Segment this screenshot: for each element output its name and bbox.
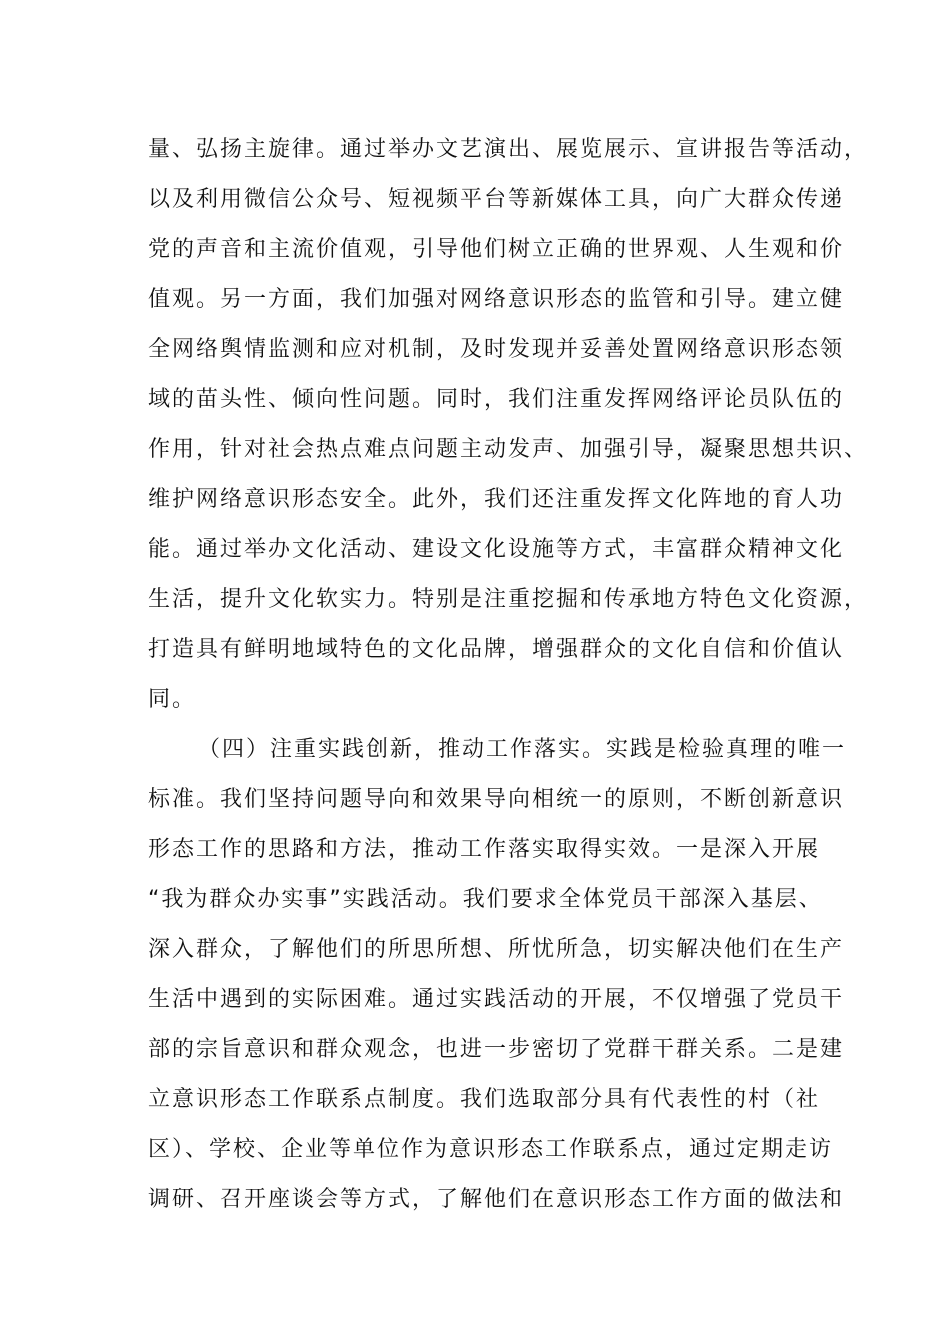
text-line: 全网络舆情监测和应对机制，及时发现并妥善处置网络意识形态领: [148, 337, 845, 362]
text-line: 区）、学校、企业等单位作为意识形态工作联系点，通过定期走访: [148, 1137, 834, 1162]
paragraph-practice-innovation: [148, 725, 847, 1225]
text-line: “我为群众办实事”实践活动。我们要求全体党员干部深入基层、: [148, 887, 823, 912]
text-line: 调研、召开座谈会等方式，了解他们在意识形态工作方面的做法和: [148, 1187, 845, 1212]
text-line: 以及利用微信公众号、短视频平台等新媒体工具，向广大群众传递: [148, 187, 845, 212]
text-line: 同。: [148, 687, 197, 712]
text-line: 生活，提升文化软实力。特别是注重挖掘和传承地方特色文化资源，: [148, 587, 869, 612]
text-line: 值观。另一方面，我们加强对网络意识形态的监管和引导。建立健: [148, 287, 845, 312]
text-line: 作用，针对社会热点难点问题主动发声、加强引导，凝聚思想共识、: [148, 437, 869, 462]
text-line: 维护网络意识形态安全。此外，我们还注重发挥文化阵地的育人功: [148, 487, 845, 512]
text-line: 部的宗旨意识和群众观念，也进一步密切了党群干群关系。二是建: [148, 1037, 845, 1062]
text-line: 深入群众，了解他们的所思所想、所忧所急，切实解决他们在生产: [148, 937, 845, 962]
text-line: 量、弘扬主旋律。通过举办文艺演出、展览展示、宣讲报告等活动，: [148, 137, 869, 162]
text-line: 立意识形态工作联系点制度。我们选取部分具有代表性的村（社: [148, 1087, 821, 1112]
text-line: 打造具有鲜明地域特色的文化品牌，增强群众的文化自信和价值认: [148, 637, 845, 662]
section-heading-line: （四）注重实践创新，推动工作落实。实践是检验真理的唯一: [198, 737, 847, 762]
text-line: 能。通过举办文化活动、建设文化设施等方式，丰富群众精神文化: [148, 537, 845, 562]
text-line: 域的苗头性、倾向性问题。同时，我们注重发挥网络评论员队伍的: [148, 387, 845, 412]
paragraph-culture-work: [148, 125, 869, 725]
document-page: [148, 125, 869, 1225]
text-line: 生活中遇到的实际困难。通过实践活动的开展，不仅增强了党员干: [148, 987, 845, 1012]
text-line: 党的声音和主流价值观，引导他们树立正确的世界观、人生观和价: [148, 237, 845, 262]
text-line: 形态工作的思路和方法，推动工作落实取得实效。一是深入开展: [148, 837, 821, 862]
text-line: 标准。我们坚持问题导向和效果导向相统一的原则，不断创新意识: [148, 787, 845, 812]
